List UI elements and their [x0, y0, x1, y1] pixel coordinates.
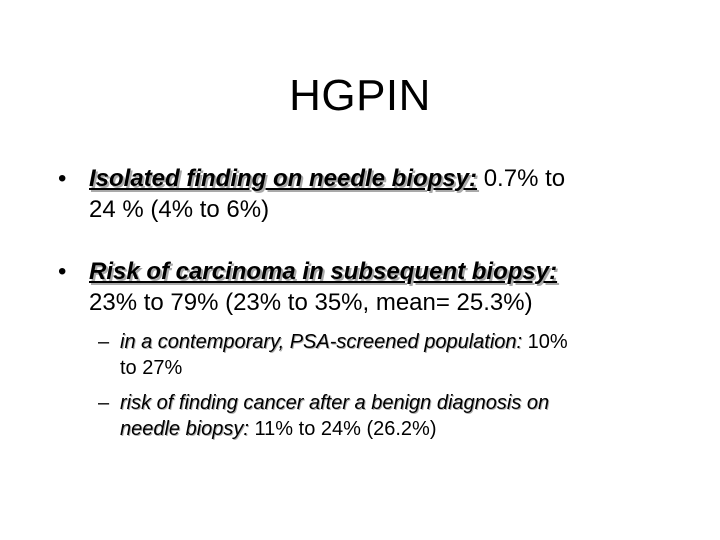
- bullet-body: [89, 256, 679, 318]
- subbullet-line-1: [120, 329, 680, 355]
- bullet-lead: Isolated finding on needle biopsy:: [89, 165, 478, 192]
- subbullet-body: [120, 390, 680, 442]
- subbullet-value: 10%: [522, 331, 568, 353]
- subbullet-lead: needle biopsy:: [120, 418, 249, 440]
- subbullet-lead: in a contemporary, PSA-screened population:: [120, 331, 523, 353]
- subbullet-line-2: [120, 416, 680, 442]
- bullet-value: 0.7% to: [477, 165, 566, 192]
- bullet-body: [89, 163, 679, 225]
- subbullet-line-1: risk of finding cancer after a benign diagnosis on: [120, 392, 550, 414]
- subbullet-value: 11% to 24% (26.2%): [248, 418, 437, 440]
- bullet-lead: Risk of carcinoma in subsequent biopsy:: [89, 258, 558, 285]
- bullet-line-2: 23% to 79% (23% to 35%, mean= 25.3%): [89, 289, 533, 316]
- bullet-marker: •: [58, 165, 67, 192]
- subbullet-line-2: to 27%: [120, 357, 183, 379]
- bullet-line-1: [89, 256, 679, 287]
- slide-title: HGPIN: [289, 71, 431, 120]
- bullet-marker: •: [58, 258, 67, 285]
- subbullet-marker: –: [98, 392, 110, 414]
- bullet-line-2: 24 % (4% to 6%): [89, 196, 270, 223]
- subbullet-body: [120, 329, 680, 381]
- bullet-line-1: [89, 163, 679, 194]
- subbullet-marker: –: [98, 331, 110, 353]
